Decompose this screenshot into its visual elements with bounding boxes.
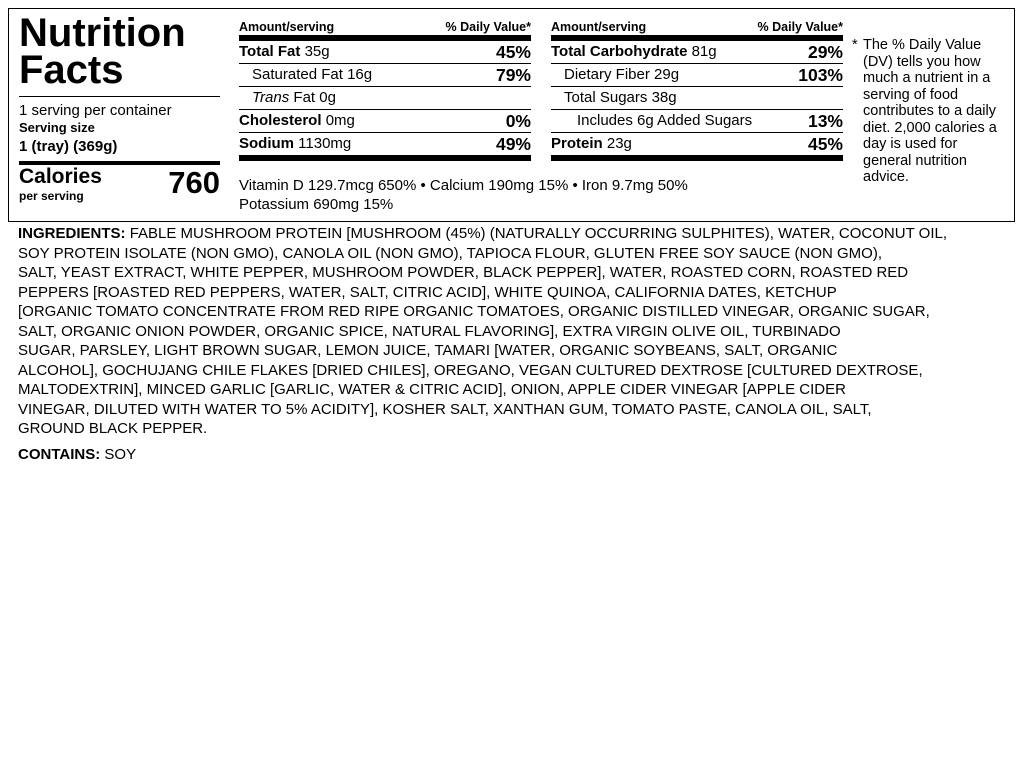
nutrient-dv: 13% — [807, 111, 843, 131]
footnote-asterisk: * — [852, 37, 858, 53]
ingredients-line: VINEGAR, DILUTED WITH WATER TO 5% ACIDITY], KOSHER SALT, XANTHAN GUM, TOMATO PASTE, CANOLA OIL, SALT, — [18, 400, 872, 418]
nutrient-row-protein — [551, 133, 843, 161]
nutrient-row-added-sugars — [551, 110, 843, 133]
nutrient-amount: 23g — [606, 135, 632, 152]
nutrient-dv: 0% — [505, 111, 531, 131]
nutrient-row-total-sugars — [551, 87, 843, 110]
vitamins-line-2: Potassium 690mg 15% — [239, 196, 394, 213]
vitamins-minerals — [239, 176, 799, 214]
title-line-2: Facts — [19, 48, 124, 92]
calories-per-serving-label: per serving — [19, 189, 84, 203]
allergen-contains — [18, 445, 136, 464]
daily-value-header: % Daily Value* — [757, 20, 843, 34]
nutrient-name: Fat — [293, 89, 316, 106]
calories-label: Calories — [19, 165, 102, 188]
ingredients-line: GROUND BLACK PEPPER. — [18, 420, 208, 437]
nutrient-amount: 29g — [654, 66, 680, 83]
nutrient-dv: 45% — [807, 134, 843, 154]
ingredients-line: MALTODEXTRIN], MINCED GARLIC [GARLIC, WATER & CITRIC ACID], ONION, APPLE CIDER VINEGAR [APPLE CIDER — [18, 381, 846, 398]
ingredients-line: SUGAR, PARSLEY, LIGHT BROWN SUGAR, LEMON JUICE, TAMARI [WATER, ORGANIC SOYBEANS, SALT, ORGANIC — [18, 342, 838, 359]
nutrient-row-saturated-fat — [239, 64, 531, 87]
nutrient-row-cholesterol — [239, 110, 531, 133]
title-line-1: Nutrition — [19, 11, 186, 55]
serving-size-value: 1 (tray) (369g) — [19, 138, 118, 155]
amount-per-serving-header: Amount/serving — [551, 20, 647, 34]
contains-label: CONTAINS: — [18, 446, 101, 463]
nutrient-dv: 79% — [495, 65, 531, 85]
nutrient-name: Total Fat — [239, 43, 301, 60]
nutrient-amount: 16g — [347, 66, 373, 83]
nutrient-amount: 81g — [691, 43, 717, 60]
nutrient-dv: 45% — [495, 42, 531, 62]
nutrient-amount: 0mg — [325, 112, 355, 129]
servings-per-container: 1 serving per container — [19, 102, 172, 119]
table-header — [239, 19, 531, 35]
nutrient-name-italic: Trans — [252, 89, 290, 106]
nutrient-amount: 0g — [319, 89, 336, 106]
nutrient-dv: 29% — [807, 42, 843, 62]
nutrient-row-trans-fat — [239, 87, 531, 110]
daily-value-header: % Daily Value* — [445, 20, 531, 34]
divider — [19, 96, 220, 97]
nutrient-name: Total Carbohydrate — [551, 43, 688, 60]
nutrient-row-total-fat — [239, 41, 531, 64]
ingredients-block — [18, 224, 1018, 439]
nutrient-name: Sodium — [239, 135, 294, 152]
ingredients-line: PEPPERS [ROASTED RED PEPPERS, WATER, SALT, CITRIC ACID], WHITE QUINOA, CALIFORNIA DATES, KETCHUP — [18, 283, 837, 301]
nutrient-row-dietary-fiber — [551, 64, 843, 87]
nutrition-facts-title — [19, 11, 224, 92]
vitamins-line-1: Vitamin D 129.7mcg 650% • Calcium 190mg 15% • Iron 9.7mg 50% — [239, 177, 688, 194]
nutrient-dv: 103% — [798, 65, 843, 85]
nutrient-name: Cholesterol — [239, 112, 322, 129]
nutrient-name: Total Sugars — [564, 89, 648, 106]
nutrient-amount: 1130mg — [298, 135, 352, 152]
nutrient-name: Dietary Fiber — [564, 66, 650, 83]
nutrient-name: Protein — [551, 135, 603, 152]
contains-value: SOY — [104, 446, 137, 463]
daily-value-footnote — [852, 37, 1002, 186]
ingredients-line: SALT, ORGANIC ONION POWDER, ORGANIC SPICE, NATURAL FLAVORING], EXTRA VIRGIN OLIVE OIL, TURBINADO — [18, 322, 841, 340]
nutrient-dv: 49% — [495, 134, 531, 154]
table-header — [551, 19, 843, 35]
ingredients-line — [18, 224, 1018, 244]
nutrient-table-right — [551, 19, 843, 161]
calories-value: 760 — [168, 165, 220, 200]
serving-size-label: Serving size — [19, 120, 95, 135]
nutrient-table-left — [239, 19, 531, 161]
ingredients-line: ALCOHOL], GOCHUJANG CHILE FLAKES [DRIED CHILES], OREGANO, VEGAN CULTURED DEXTROSE [CULTURED DEXTROSE, — [18, 361, 923, 379]
amount-per-serving-header: Amount/serving — [239, 20, 335, 34]
nutrient-name: Saturated Fat — [252, 66, 343, 83]
nutrient-amount: 35g — [304, 43, 330, 60]
ingredients-line: SALT, YEAST EXTRACT, WHITE PEPPER, MUSHROOM POWDER, BLACK PEPPER], WATER, ROASTED CORN, ROASTED RED — [18, 264, 909, 281]
nutrient-name: Includes 6g Added Sugars — [577, 112, 753, 129]
ingredients-line: [ORGANIC TOMATO CONCENTRATE FROM RED RIPE ORGANIC TOMATOES, ORGANIC DISTILLED VINEGAR, ORGANIC SUGAR, — [18, 303, 930, 320]
nutrient-row-total-carbohydrate — [551, 41, 843, 64]
footnote-text: The % Daily Value (DV) tells you how much a nutrient in a serving of food contributes to a daily diet. 2,000 calories a day is used for general nutrition advice. — [863, 37, 997, 185]
ingredients-label: INGREDIENTS: — [18, 225, 126, 242]
nutrition-facts-panel — [8, 8, 1015, 222]
ingredients-text: FABLE MUSHROOM PROTEIN [MUSHROOM (45%) (NATURALLY OCCURRING SULPHITES), WATER, COCONUT OIL, — [129, 225, 947, 242]
nutrient-amount: 38g — [651, 89, 677, 106]
ingredients-line: SOY PROTEIN ISOLATE (NON GMO), CANOLA OIL (NON GMO), TAPIOCA FLOUR, GLUTEN FREE SOY SAUCE (NON GMO), — [18, 244, 883, 262]
nutrient-row-sodium — [239, 133, 531, 161]
